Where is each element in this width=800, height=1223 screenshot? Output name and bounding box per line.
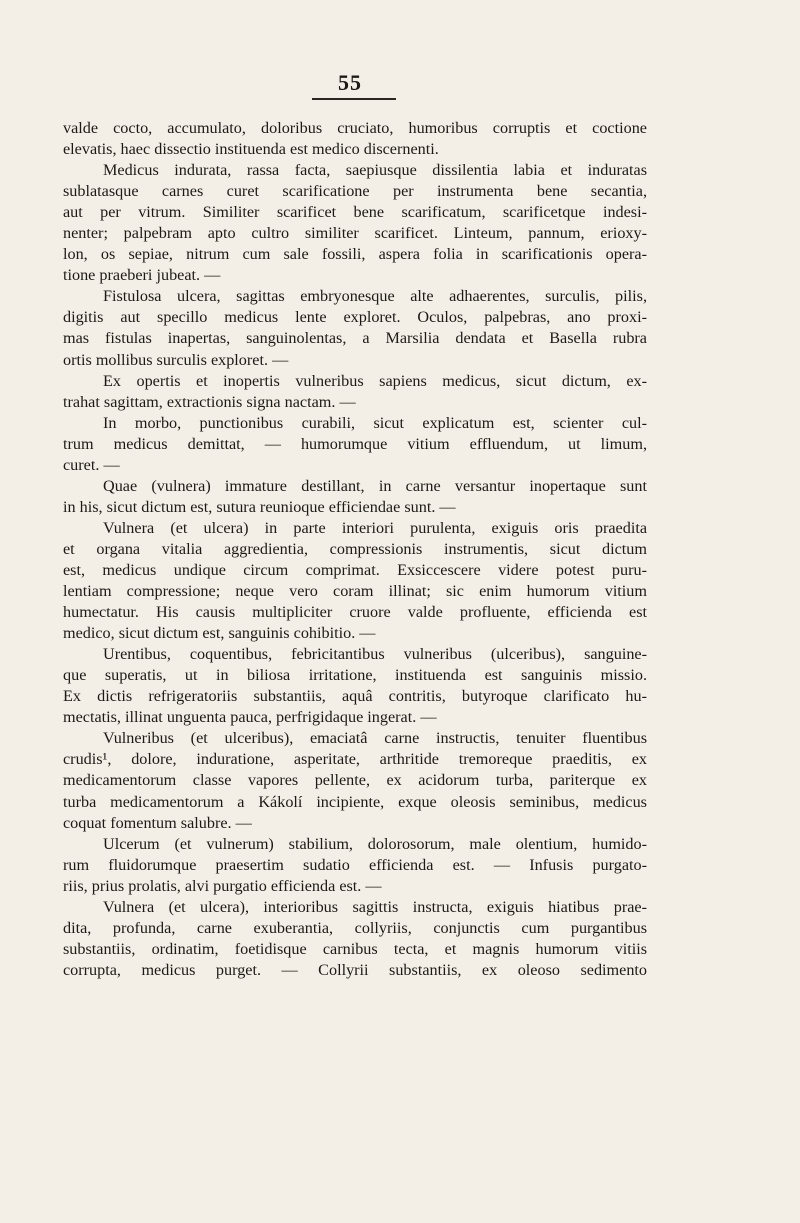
header-rule — [312, 98, 396, 100]
text-line: valde cocto, accumulato, doloribus cruciato, humoribus corruptis et coctione — [63, 119, 647, 137]
text-line: humectatur. His causis multipliciter cruore valde profluente, efficienda est — [63, 603, 647, 622]
text-line: curet. — — [63, 455, 120, 474]
text-line: in his, sicut dictum est, sutura reunioque efficiendae sunt. — — [63, 497, 456, 516]
text-line: ortis mollibus surculis exploret. — — [63, 350, 289, 369]
text-line: elevatis, haec dissectio instituenda est medico discernenti. — [63, 140, 439, 159]
text-line: mectatis, illinat unguenta pauca, perfrigidaque ingerat. — — [63, 708, 437, 727]
text-line: mas fistulas inapertas, sanguinolentas, a Marsilia dendata et Basella rubra — [63, 329, 647, 348]
page-number: 55 — [338, 70, 362, 95]
text-line: Quae (vulnera) immature destillant, in carne versantur inopertaque sunt — [103, 476, 647, 495]
text-line: digitis aut specillo medicus lente exploret. Oculos, palpebras, ano proxi- — [63, 308, 647, 327]
text-line: Urentibus, coquentibus, febricitantibus vulneribus (ulceribus), sanguine- — [103, 645, 647, 664]
text-line: sublatasque carnes curet scarificatione per instrumenta bene secantia, — [63, 182, 647, 201]
text-line: Fistulosa ulcera, sagittas embryonesque alte adhaerentes, surculis, pilis, — [103, 287, 647, 306]
text-line: corrupta, medicus purget. — Collyrii substantiis, ex oleoso sedimento — [63, 960, 647, 979]
text-line: substantiis, ordinatim, foetidisque carnibus tecta, et magnis humorum vitiis — [63, 939, 647, 958]
text-line: que superatis, ut in biliosa irritatione, instituenda est sanguinis missio. — [63, 666, 647, 685]
text-line: et organa vitalia aggredientia, compressionis instrumentis, sicut dictum — [63, 539, 647, 558]
text-line: coquat fomentum salubre. — — [63, 813, 252, 832]
text-line: riis, prius prolatis, alvi purgatio efficienda est. — — [63, 876, 382, 895]
text-line: Ulcerum (et vulnerum) stabilium, dolorosorum, male olentium, humido- — [103, 834, 647, 853]
text-line: trum medicus demittat, — humorumque vitium effluendum, ut limum, — [63, 434, 647, 453]
text-line: Vulnera (et ulcera), interioribus sagittis instructa, exiguis hiatibus prae- — [103, 897, 647, 916]
text-line: medicamentorum classe vapores pellente, ex acidorum turba, pariterque ex — [63, 771, 647, 790]
text-line: Vulneribus (et ulceribus), emaciatâ carne instructis, tenuiter fluentibus — [103, 729, 647, 748]
text-line: crudis¹, dolore, induratione, asperitate, arthritide tremoreque praeditis, ex — [63, 750, 647, 769]
text-line: trahat sagittam, extractionis signa nactam. — — [63, 392, 356, 411]
body-text — [63, 118, 647, 981]
text-line: rum fluidorumque praesertim sudatio efficienda est. — Infusis purgato- — [63, 855, 647, 874]
text-line: Ex opertis et inopertis vulneribus sapiens medicus, sicut dictum, ex- — [103, 371, 647, 390]
text-line: In morbo, punctionibus curabili, sicut explicatum est, scienter cul- — [103, 413, 647, 432]
text-line: turba medicamentorum a Kákolí incipiente, exque oleosis seminibus, medicus — [63, 792, 647, 811]
text-line: tione praeberi jubeat. — — [63, 266, 221, 285]
text-line: nenter; palpebram apto cultro similiter scarificet. Linteum, pannum, erioxy- — [63, 224, 647, 243]
text-line: Ex dictis refrigeratoriis substantiis, aquâ contritis, butyroque clarificato hu- — [63, 687, 647, 706]
text-line: est, medicus undique circum comprimat. Exsiccescere videre potest puru- — [63, 560, 647, 579]
text-line: medico, sicut dictum est, sanguinis cohibitio. — — [63, 624, 376, 643]
text-line: aut per vitrum. Similiter scarificet bene scarificatum, scarificetque indesi- — [63, 203, 647, 222]
text-line: Medicus indurata, rassa facta, saepiusque dissilentia labia et induratas — [103, 161, 647, 180]
text-line: Vulnera (et ulcera) in parte interiori purulenta, exiguis oris praedita — [103, 518, 647, 537]
text-line: dita, profunda, carne exuberantia, collyriis, conjunctis cum purgantibus — [63, 918, 647, 937]
text-line: lentiam compressione; neque vero coram illinat; sic enim humorum vitium — [63, 582, 647, 601]
text-line: lon, os sepiae, nitrum cum sale fossili, aspera folia in scarificationis opera- — [63, 245, 647, 264]
